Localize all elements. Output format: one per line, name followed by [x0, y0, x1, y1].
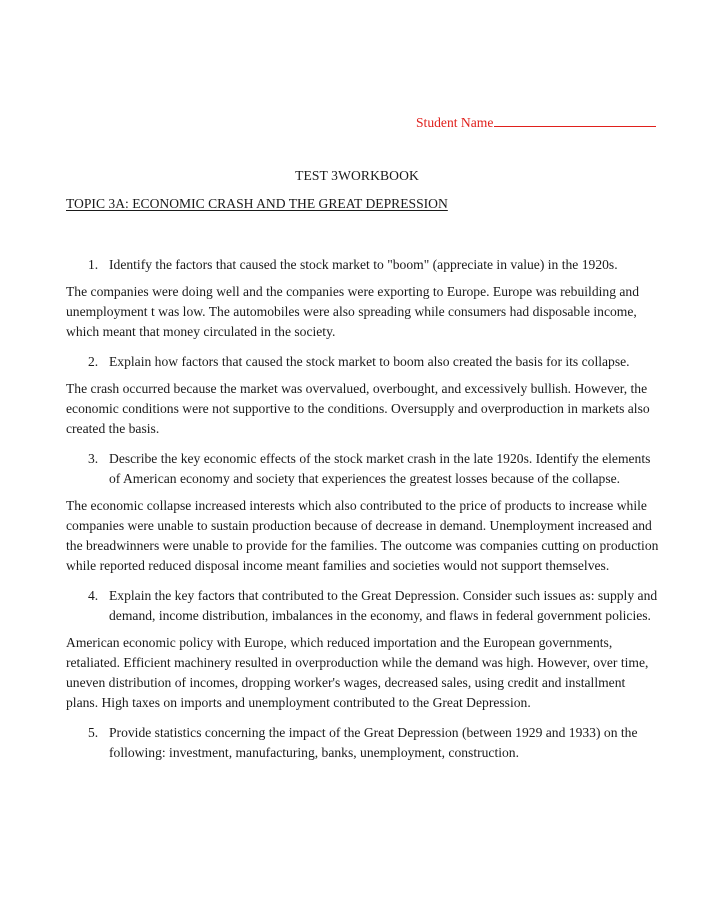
question-number: 5.: [88, 725, 99, 740]
question-item: [88, 586, 660, 626]
answer-text: The economic collapse increased interests which also contributed to the price of products to increase while companies were unable to sustain production because of decrease in demand. Unemployment increased and the breadwinners were unable to provide for the families. The outcome was companies cutting on production while reported reduced disposal income meant families and societies would not support themselves.: [66, 498, 659, 573]
question-number: 3.: [88, 451, 99, 466]
question-number: 1.: [88, 257, 99, 272]
answer-text: American economic policy with Europe, which reduced importation and the European governments, retaliated. Efficient machinery resulted in overproduction while the demand was high. However, over time, uneven distribution of incomes, dropping worker's wages, decreased sales, using credit and installment plans. High taxes on imports and unemployment contributed to the Great Depression.: [66, 635, 649, 710]
question-item: [88, 723, 660, 763]
answer-text: The companies were doing well and the companies were exporting to Europe. Europe was rebuilding and unemployment t was low. The automobiles were also spreading while consumers had disposable income, which meant that money circulated in the society.: [66, 284, 640, 339]
student-name-field[interactable]: [416, 114, 656, 131]
question-text: Describe the key economic effects of the stock market crash in the late 1920s. Identify the elements of American economy and society that experiences the greatest losses because of the collapse.: [109, 451, 651, 486]
document-title: TEST 3WORKBOOK: [295, 168, 419, 183]
question-list: [66, 255, 660, 770]
question-number: 2.: [88, 354, 99, 369]
question-item: [88, 449, 660, 489]
question-text: Explain how factors that caused the stock market to boom also created the basis for its collapse.: [109, 354, 630, 369]
question-number: 4.: [88, 588, 99, 603]
question-text: Explain the key factors that contributed to the Great Depression. Consider such issues as: supply and demand, income distribution, imbalances in the economy, and flaws in federal government policies.: [109, 588, 658, 623]
answer-text: The crash occurred because the market was overvalued, overbought, and excessively bullish. However, the economic conditions were not supportive to the conditions. Oversupply and overproduction in markets also created the basis.: [66, 381, 650, 436]
question-item: [88, 352, 660, 372]
student-name-blank-line[interactable]: [494, 114, 656, 127]
question-text: Identify the factors that caused the stock market to "boom" (appreciate in value) in the 1920s.: [109, 257, 618, 272]
topic-heading: TOPIC 3A: ECONOMIC CRASH AND THE GREAT DEPRESSION: [66, 196, 448, 211]
student-name-label: Student Name: [416, 115, 494, 130]
question-item: [88, 255, 660, 275]
question-text: Provide statistics concerning the impact of the Great Depression (between 1929 and 1933) on the following: investment, manufacturing, banks, unemployment, construction.: [109, 725, 638, 760]
